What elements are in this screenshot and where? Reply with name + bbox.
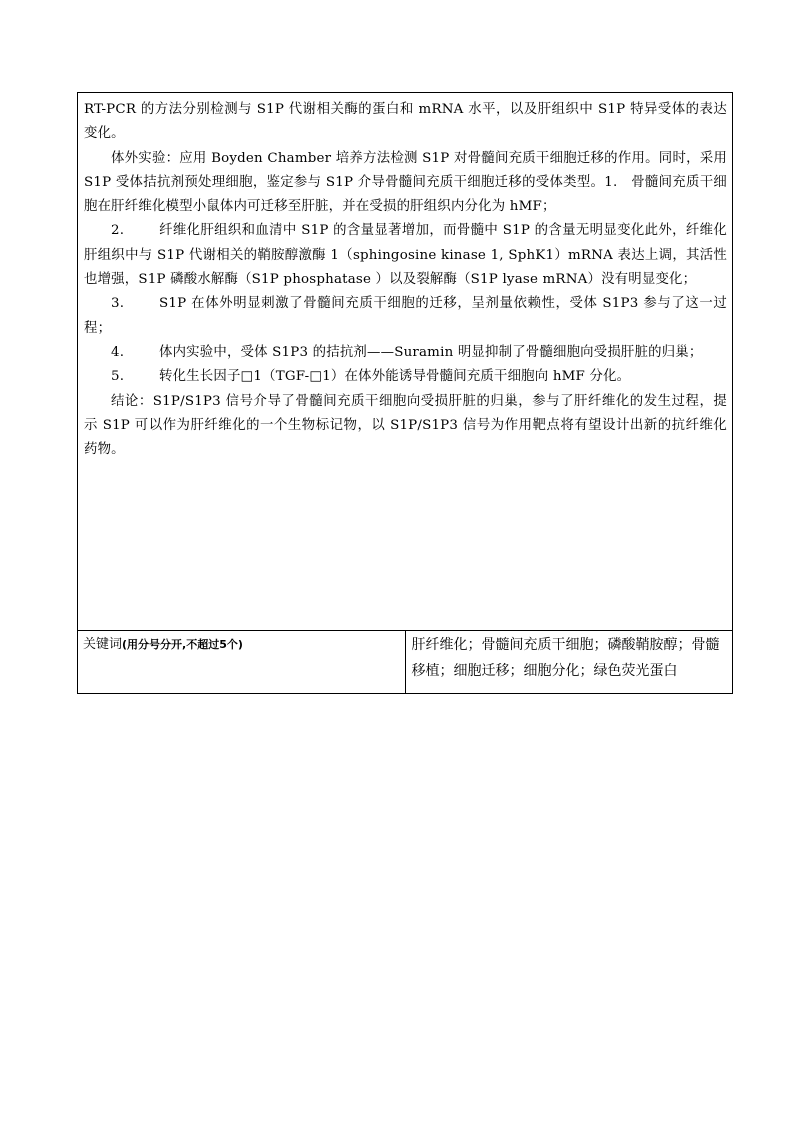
result-item-5 xyxy=(84,365,727,389)
abstract-cell xyxy=(78,93,733,631)
result-number: 2. xyxy=(111,223,125,239)
result-number: 5. xyxy=(111,369,125,385)
keywords-label-cell xyxy=(78,631,406,694)
result-text: 体内实验中，受体 S1P3 的拮抗剂——Suramin 明显抑制了骨髓细胞向受损肝脏的归巢； xyxy=(159,344,703,360)
result-text: 转化生长因子□1（TGF-□1）在体外能诱导骨髓间充质干细胞向 hMF 分化。 xyxy=(159,369,631,385)
abstract-paragraph-continued: RT-PCR 的方法分别检测与 S1P 代谢相关酶的蛋白和 mRNA 水平，以及肝组织中 S1P 特异受体的表达变化。 xyxy=(84,102,727,142)
result-item-4 xyxy=(84,341,727,365)
result-text: 纤维化肝组织和血清中 S1P 的含量显著增加，而骨髓中 S1P 的含量无明显变化此外，纤维化肝组织中与 S1P 代谢相关的鞘胺醇激酶 1（sphingosine kinase 1, SphK1）mRNA 表达上调，其活性也增强，S1P 磷酸水解酶（S1P phosphatase ）以及裂解酶（S1P lyase mRNA）没有明显变化； xyxy=(84,223,727,288)
abstract-table xyxy=(77,92,733,694)
abstract-row xyxy=(78,93,733,631)
result-item-2 xyxy=(84,219,727,292)
result-number: 4. xyxy=(111,344,125,360)
keywords-row xyxy=(78,631,733,694)
result-number: 3. xyxy=(111,296,125,312)
keywords-note: (用分号分开,不超过5个) xyxy=(122,638,243,651)
abstract-paragraph-invitro: 体外实验：应用 Boyden Chamber 培养方法检测 S1P 对骨髓间充质干细胞迁移的作用。同时，采用 S1P 受体拮抗剂预处理细胞，鉴定参与 S1P 介导骨髓间充质干细胞迁移的受体类型。1. 骨髓间充质干细胞在肝纤维化模型小鼠体内可迁移至肝脏，并在受损的肝组织内分化为 hMF； xyxy=(84,150,727,215)
result-item-3 xyxy=(84,292,727,341)
keywords-label: 关键词 xyxy=(83,637,123,652)
keywords-value: 肝纤维化；骨髓间充质干细胞；磷酸鞘胺醇；骨髓移植；细胞迁移；细胞分化；绿色荧光蛋白 xyxy=(405,631,733,694)
result-text: S1P 在体外明显刺激了骨髓间充质干细胞的迁移，呈剂量依赖性，受体 S1P3 参与了这一过程； xyxy=(84,296,727,336)
abstract-conclusion: 结论：S1P/S1P3 信号介导了骨髓间充质干细胞向受损肝脏的归巢，参与了肝纤维化的发生过程，提示 S1P 可以作为肝纤维化的一个生物标记物，以 S1P/S1P3 信号为作用靶点将有望设计出新的抗纤维化药物。 xyxy=(84,393,727,458)
